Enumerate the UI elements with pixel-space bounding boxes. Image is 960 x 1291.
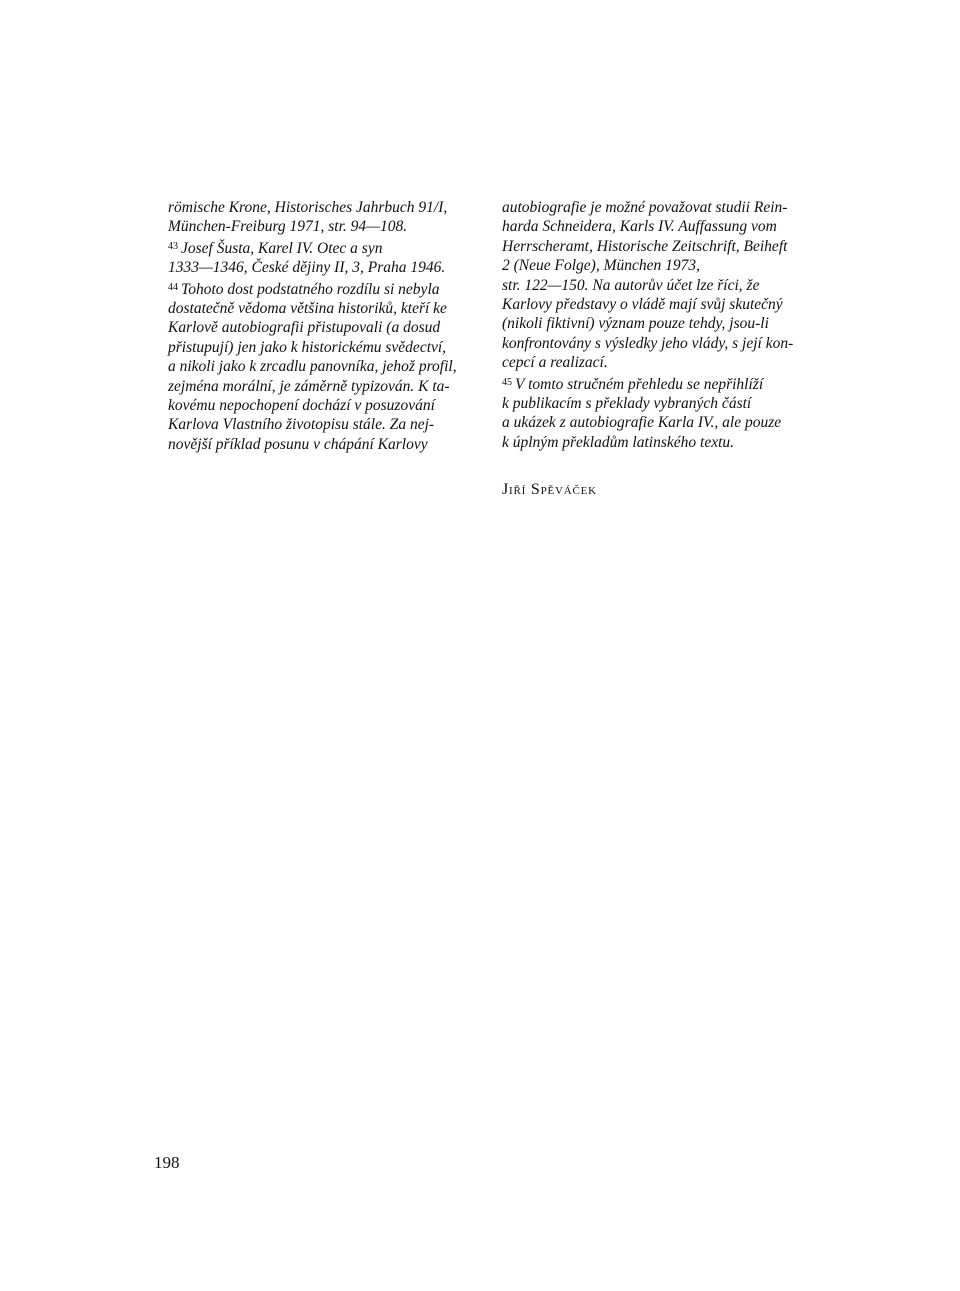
footnote-line: Karlova Vlastního životopisu stále. Za nej- xyxy=(168,416,435,434)
footnote-line: zejména morální, je záměrně typizován. K ta- xyxy=(168,377,450,395)
page-number: 198 xyxy=(154,1153,180,1172)
footnote-line: str. 122—150. Na autorův účet lze říci, že xyxy=(502,276,760,294)
footnote-line: k publikacím s překlady vybraných částí xyxy=(502,395,752,413)
footnote-line: a nikoli jako k zrcadlu panovníka, jehož profil, xyxy=(168,358,457,376)
footnote-43-line xyxy=(168,237,468,258)
footnote-number: 43 xyxy=(168,240,178,252)
footnote-line: 2 (Neue Folge), München 1973, xyxy=(502,257,700,275)
footnote-line: přistupují) jen jako k historickému svědectví, xyxy=(168,338,447,356)
footnote-line: Karlovy představy o vládě mají svůj skutečný xyxy=(502,296,783,314)
footnote-line: konfrontovány s výsledky jeho vlády, s její kon- xyxy=(502,334,794,352)
footnote-text: V tomto stručném přehledu se nepřihlíží xyxy=(515,375,764,393)
footnote-45-line xyxy=(502,373,807,394)
footnote-line: k úplným překladům latinského textu. xyxy=(502,433,735,451)
footnote-line: römische Krone, Historisches Jahrbuch 91/I, xyxy=(168,199,448,216)
footnote-line: a ukázek z autobiografie Karla IV., ale pouze xyxy=(502,414,782,432)
footnote-line: dostatečně vědoma většina historiků, kteří ke xyxy=(168,300,447,318)
footnote-line: München-Freiburg 1971, str. 94—108. xyxy=(168,218,408,236)
footnote-44-line xyxy=(168,278,468,299)
footnote-line: harda Schneidera, Karls IV. Auffassung vom xyxy=(502,218,777,236)
footnote-text: Tohoto dost podstatného rozdílu si nebyla xyxy=(181,280,440,298)
footnote-line: cepcí a realizací. xyxy=(502,354,608,372)
footnote-line: kovému nepochopení dochází v posuzování xyxy=(168,397,435,415)
footnote-number: 45 xyxy=(502,376,512,388)
footnotes-right-column xyxy=(502,198,807,452)
footnote-line: Herrscheramt, Historische Zeitschrift, Beiheft xyxy=(502,237,788,255)
footnote-line: autobiografie je možné považovat studii Rein- xyxy=(502,199,788,216)
footnote-line: 1333—1346, České dějiny II, 3, Praha 1946. xyxy=(168,259,446,277)
footnote-line: (nikoli fiktivní) význam pouze tehdy, jsou-li xyxy=(502,315,769,333)
footnote-number: 44 xyxy=(168,281,178,293)
footnote-line: Karlově autobiografii přistupovali (a dosud xyxy=(168,319,441,337)
author-signature: Jiří Spěváček xyxy=(502,481,597,498)
footnote-line: novější příklad posunu v chápání Karlovy xyxy=(168,435,428,453)
footnotes-left-column xyxy=(168,198,468,454)
footnote-text: Josef Šusta, Karel IV. Otec a syn xyxy=(181,239,383,257)
